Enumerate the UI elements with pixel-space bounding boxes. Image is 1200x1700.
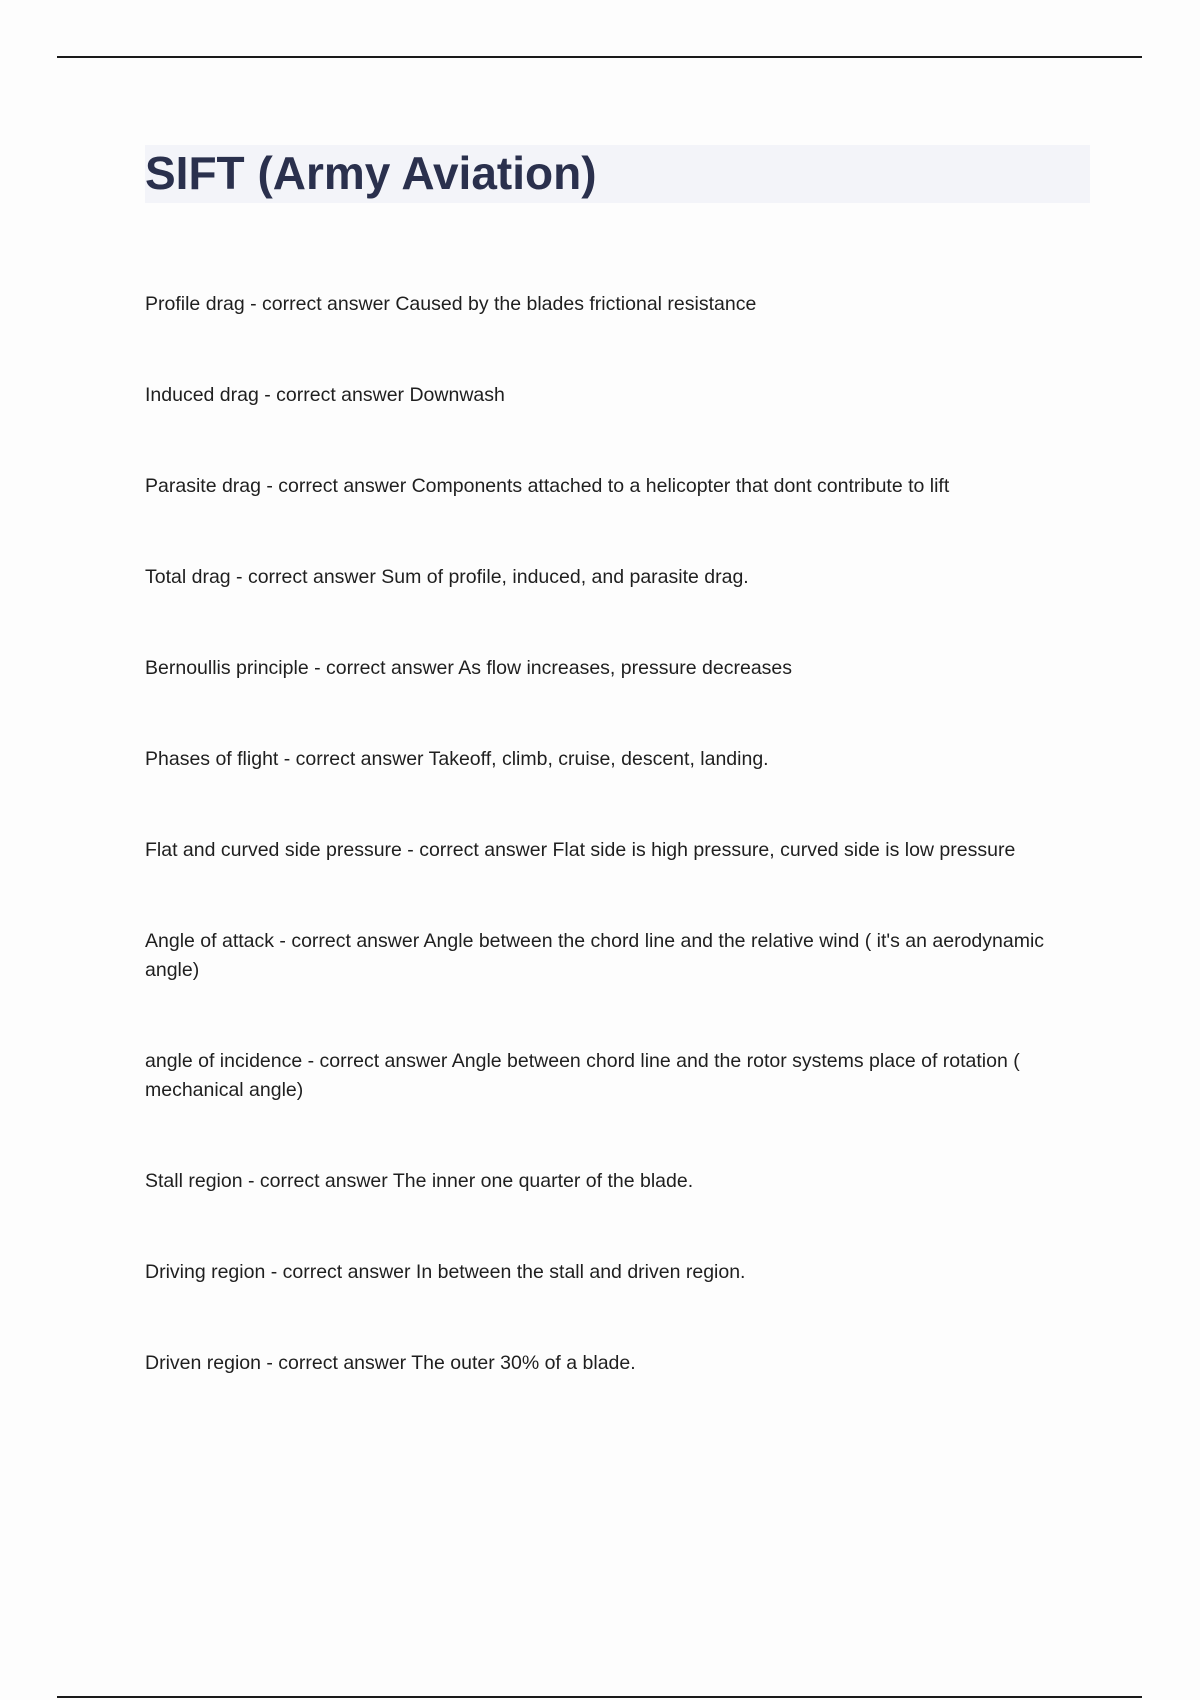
list-item: Induced drag - correct answer Downwash xyxy=(145,384,505,406)
list-item: Phases of flight - correct answer Takeoff, climb, cruise, descent, landing. xyxy=(145,748,769,770)
page-title: SIFT (Army Aviation) xyxy=(145,147,597,199)
list-item: Flat and curved side pressure - correct answer Flat side is high pressure, curved side is low pressure xyxy=(145,839,1016,861)
list-item: Parasite drag - correct answer Components attached to a helicopter that dont contribute to lift xyxy=(145,475,950,497)
list-item: Total drag - correct answer Sum of profile, induced, and parasite drag. xyxy=(145,566,749,588)
list-item: Profile drag - correct answer Caused by the blades frictional resistance xyxy=(145,293,757,315)
bottom-rule xyxy=(57,1696,1142,1698)
list-item: Driving region - correct answer In between the stall and driven region. xyxy=(145,1261,746,1283)
list-item: Bernoullis principle - correct answer As flow increases, pressure decreases xyxy=(145,657,793,679)
list-item: Driven region - correct answer The outer 30% of a blade. xyxy=(145,1352,636,1374)
list-item: Angle of attack - correct answer Angle between the chord line and the relative wind ( it's an aerodynamic angle) xyxy=(145,930,1045,981)
top-rule xyxy=(57,56,1142,58)
list-item: angle of incidence - correct answer Angle between chord line and the rotor systems place of rotation ( mechanical angle) xyxy=(145,1050,1020,1101)
list-item: Stall region - correct answer The inner one quarter of the blade. xyxy=(145,1170,694,1192)
